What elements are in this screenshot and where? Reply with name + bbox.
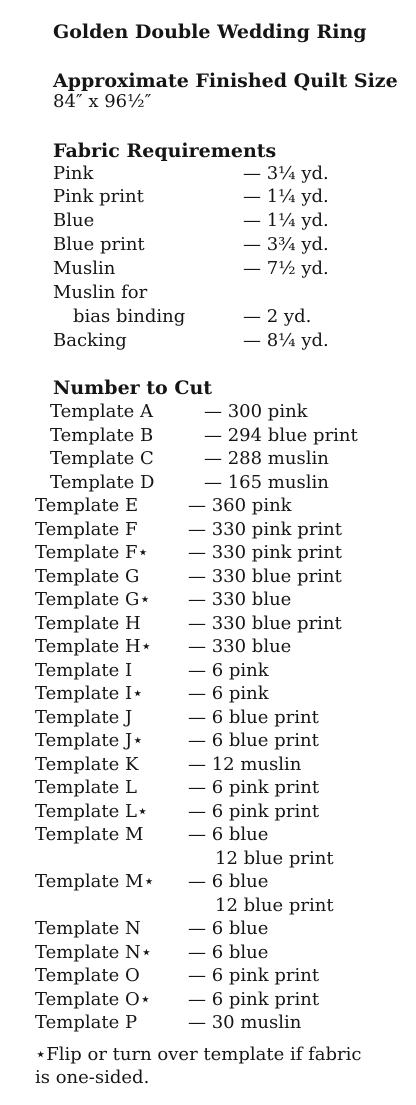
cut-template: Template K — [35, 754, 139, 775]
cut-amount: — 294 blue print — [204, 425, 358, 446]
cut-amount: 12 blue print — [215, 895, 334, 916]
fabric-name: Backing — [53, 330, 127, 351]
cut-template: Template N⋆ — [35, 942, 152, 963]
fabric-amount: — 1¼ yd. — [243, 186, 329, 207]
cut-template: Template G — [35, 566, 140, 587]
cut-template: Template C — [50, 448, 154, 469]
cut-template: Template L — [35, 777, 137, 798]
cut-amount: — 360 pink — [188, 495, 292, 516]
fabric-amount: — 2 yd. — [243, 306, 312, 327]
fabric-amount: — 8¼ yd. — [243, 330, 329, 351]
fabric-name: Muslin — [53, 258, 116, 279]
cut-template: Template A — [50, 401, 153, 422]
cut-template: Template L⋆ — [35, 801, 149, 822]
cut-template: Template I — [35, 660, 133, 681]
cut-amount: — 30 muslin — [188, 1012, 302, 1033]
cut-amount: — 6 blue — [188, 942, 269, 963]
cut-template: Template G⋆ — [35, 589, 151, 610]
pattern-title: Golden Double Wedding Ring — [53, 21, 367, 43]
cut-amount: — 330 blue — [188, 589, 292, 610]
cut-amount: 12 blue print — [215, 848, 334, 869]
fabric-name: Pink — [53, 163, 94, 184]
footnote-line-2: is one-sided. — [35, 1067, 150, 1088]
cut-template: Template I⋆ — [35, 683, 144, 704]
cut-template: Template N — [35, 918, 141, 939]
fabric-amount: — 3¼ yd. — [243, 163, 329, 184]
cut-amount: — 330 blue print — [188, 566, 342, 587]
cut-amount: — 6 pink print — [188, 965, 320, 986]
footnote-line-1: ⋆Flip or turn over template if fabric — [35, 1044, 362, 1065]
cut-template: Template J — [35, 707, 133, 728]
cut-amount: — 6 blue — [188, 871, 269, 892]
fabric-name: bias binding — [73, 306, 186, 327]
cut-amount: — 6 pink print — [188, 801, 320, 822]
cut-template: Template F — [35, 519, 138, 540]
fabric-amount: — 1¼ yd. — [243, 210, 329, 231]
fabric-name: Blue print — [53, 234, 145, 255]
cut-template: Template J⋆ — [35, 730, 144, 751]
cut-amount: — 330 pink print — [188, 519, 343, 540]
cut-amount: — 6 pink print — [188, 989, 320, 1010]
cut-template: Template B — [50, 425, 154, 446]
cut-amount: — 330 blue — [188, 636, 292, 657]
cut-template: Template H — [35, 613, 141, 634]
fabric-name: Pink print — [53, 186, 144, 207]
cut-amount: — 6 blue — [188, 918, 269, 939]
cut-amount: — 6 pink — [188, 683, 269, 704]
fabric-amount: — 3¾ yd. — [243, 234, 329, 255]
cut-amount: — 12 muslin — [188, 754, 302, 775]
size-heading: Approximate Finished Quilt Size — [53, 70, 398, 92]
cut-amount: — 288 muslin — [204, 448, 329, 469]
cut-template: Template D — [50, 472, 155, 493]
cut-template: Template P — [35, 1012, 138, 1033]
cut-amount: — 330 pink print — [188, 542, 343, 563]
cut-amount: — 6 pink print — [188, 777, 320, 798]
cut-heading: Number to Cut — [53, 377, 213, 399]
cut-amount: — 330 blue print — [188, 613, 342, 634]
cut-template: Template O⋆ — [35, 989, 151, 1010]
cut-template: Template F⋆ — [35, 542, 149, 563]
fabric-name: Muslin for — [53, 282, 148, 303]
cut-template: Template O — [35, 965, 140, 986]
cut-amount: — 6 pink — [188, 660, 269, 681]
cut-amount: — 6 blue — [188, 824, 269, 845]
fabric-name: Blue — [53, 210, 95, 231]
fabric-amount: — 7½ yd. — [243, 258, 329, 279]
size-value: 84″ x 96½″ — [53, 91, 152, 112]
cut-template: Template M — [35, 824, 144, 845]
cut-amount: — 165 muslin — [204, 472, 329, 493]
fabric-heading: Fabric Requirements — [53, 140, 277, 162]
cut-amount: — 300 pink — [204, 401, 308, 422]
cut-amount: — 6 blue print — [188, 707, 319, 728]
cut-template: Template E — [35, 495, 139, 516]
cut-template: Template H⋆ — [35, 636, 152, 657]
cut-template: Template M⋆ — [35, 871, 155, 892]
cut-amount: — 6 blue print — [188, 730, 319, 751]
